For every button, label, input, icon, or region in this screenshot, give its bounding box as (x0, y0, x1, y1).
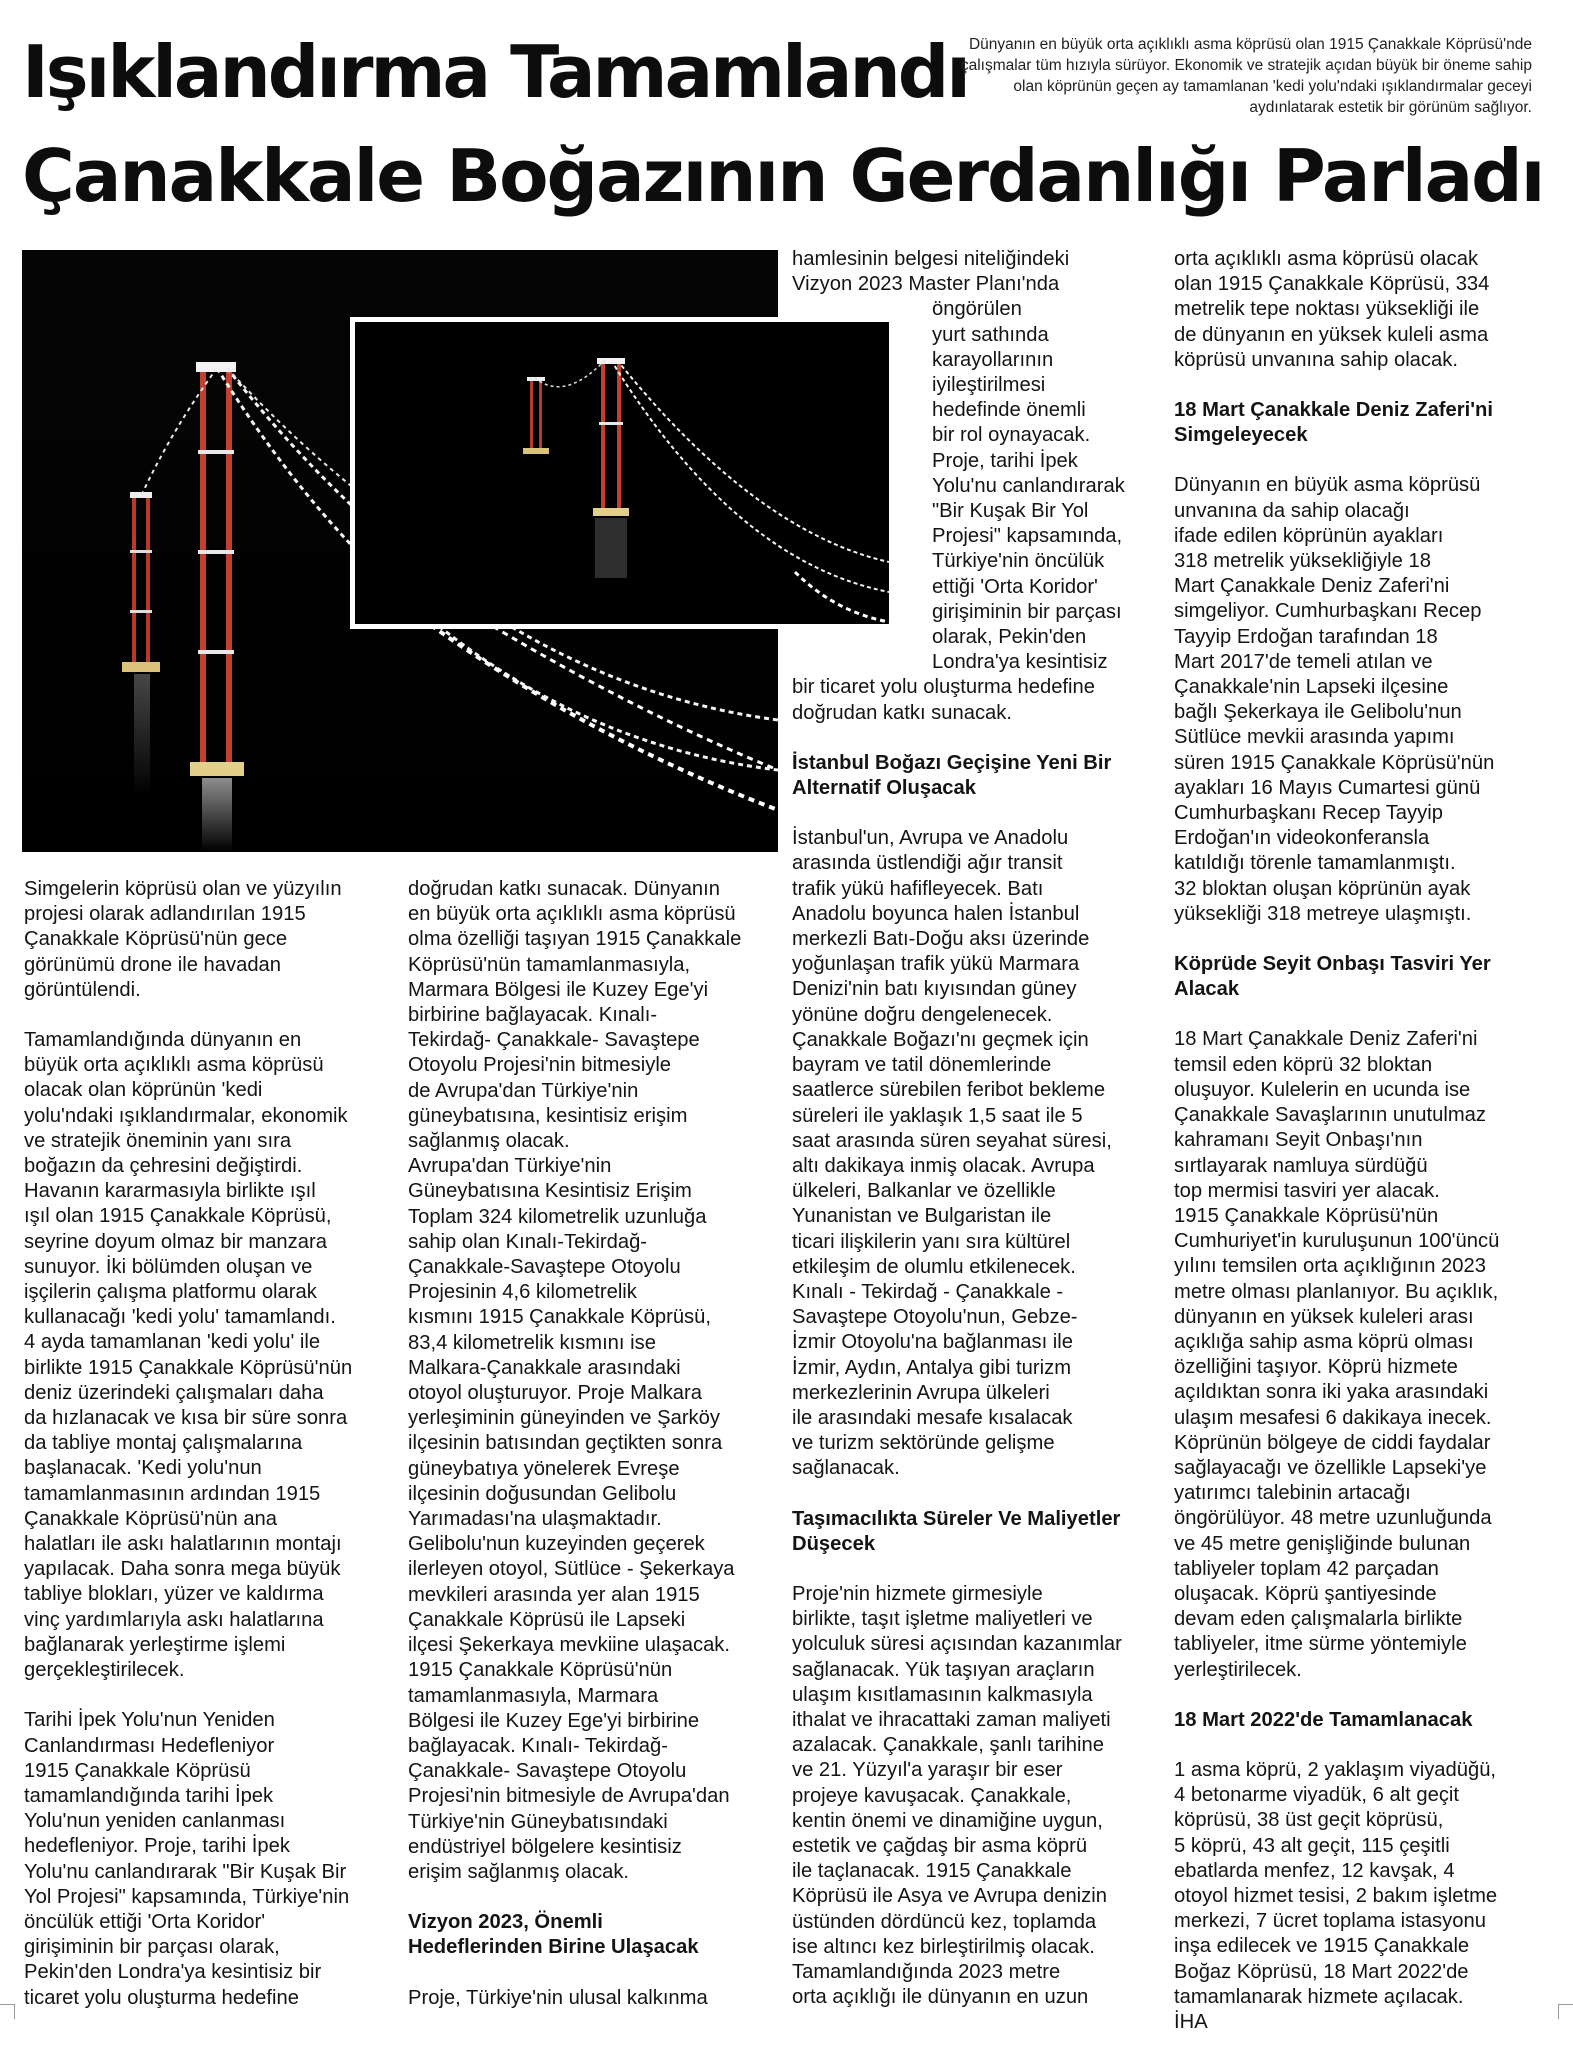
paragraph: Simgelerin köprüsü olan ve yüzyılın projesi olarak adlandırılan 1915 Çanakkale Köprüsü'nün gece görünümü drone ile havadan görüntülendi. (24, 878, 342, 1001)
headline-line-2: Çanakkale Boğazının Gerdanlığı Parladı (22, 134, 1544, 218)
paragraph: Proje, Türkiye'nin ulusal kalkınma (408, 1986, 708, 2009)
paragraph-wrapped-text: öngörülen yurt sathında karayollarının iyileştirilmesi hedefinde önemli bir rol oynayacak. Proje, tarihi İpek Yolu'nu canlandırarak "Bir Kuşak Bir Yol Projesi" kapsamında, Türkiye'nin öncülük ettiği 'Orta Koridor' girişiminin bir parçası olarak, Pekin'den Londra'ya kesintisiz (932, 298, 1125, 674)
paragraph: bir ticaret yolu oluşturma hedefine doğrudan katkı sunacak. (792, 676, 1095, 724)
article-column-1 (24, 877, 392, 2036)
section-heading: 18 Mart 2022'de Tamamlanacak (1174, 1708, 1473, 1731)
paragraph: Proje'nin hizmete girmesiyle birlikte, taşıt işletme maliyetleri ve yolculuk süresi açısından kazanımlar sağlanacak. Yük taşıyan araçların ulaşım kısıtlamasının kalkmasıyla ithalat ve ihracattaki zaman maliyeti azalacak. Çanakkale, şanlı tarihine ve 21. Yüzyıl'a yaraşır bir eser projeye kavuşacak. Çanakkale, kentin önemi ve dinamiğine uygun, estetik ve çağdaş bir asma köprü ile taçlanacak. 1915 Çanakkale Köprüsü ile Asya ve Avrupa denizin üstünden dördüncü kez, toplamda ise altıncı kez birleştirilmiş olacak. Tamamlandığında 2023 metre orta açıklığı ile dünyanın en uzun (792, 1582, 1122, 2009)
paragraph: 1 asma köprü, 2 yaklaşım viyadüğü, 4 betonarme viyadük, 6 alt geçit köprüsü, 38 üst geçit köprüsü, 5 köprü, 43 alt geçit, 115 çeşitli ebatlarda menfez, 12 kavşak, 4 otoyol hizmet tesisi, 2 bakım işletme merkezi, 7 ücret toplama istasyonu inşa edilecek ve 1915 Çanakkale Boğaz Köprüsü, 18 Mart 2022'de tamamlanarak hizmete açılacak. İHA (1174, 1758, 1498, 2033)
paragraph: 18 Mart Çanakkale Deniz Zaferi'ni temsil eden köprü 32 bloktan oluşuyor. Kulelerin en ucunda ise Çanakkale Savaşlarının unutulmaz kahramanı Seyit Onbaşı'nın sırtlayarak namluya sürdüğü top mermisi tasviri yer alacak. 1915 Çanakkale Köprüsü'nün Cumhuriyet'in kuruluşunun 100'üncü yılını temsilen orta açıklığının 2023 metre olması planlanıyor. Bu açıklık, dünyanın en yüksek kuleleri arası açıklığa sahip asma köprü olması özelliğini taşıyor. Köprü hizmete açıldıktan sonra iki yaka arasındaki ulaşım mesafesi 6 dakikaya inecek. Köprünün bölgeye de ciddi faydalar sağlayacağı ve özellikle Lapseki'ye yatırımcı talebinin artacağı öngörülüyor. 48 metre uzunluğunda ve 45 metre genişliğinde bulunan tabliyeler toplam 42 parçadan oluşacak. Köprü şantiyesinde devam eden çalışmalarla birlikte tabliyeler, itme sürme yöntemiyle yerleştirilecek. (1174, 1028, 1500, 1681)
article-column-4 (1174, 247, 1544, 2060)
paragraph: Dünyanın en büyük asma köprüsü unvanına da sahip olacağı ifade edilen köprünün ayakları 318 metrelik yüksekliğiyle 18 Mart Çanakkale Deniz Zaferi'ni simgeliyor. Cumhurbaşkanı Recep Tayyip Erdoğan tarafından 18 Mart 2017'de temeli atılan ve Çanakkale'nin Lapseki ilçesine bağlı Şekerkaya ile Gelibolu'nun Sütlüce mevkii arasında yapımı süren 1915 Çanakkale Köprüsü'nün ayakları 16 Mayıs Cumartesi günü Cumhurbaşkanı Recep Tayyip Erdoğan'ın videokonferansla katıldığı törenle tamamlanmıştı. 32 bloktan oluşan köprünün ayak yüksekliği 318 metreye ulaşmıştı. (1174, 474, 1495, 925)
paragraph: İstanbul'un, Avrupa ve Anadolu arasında üstlendiği ağır transit trafik yükü hafifleyecek. Batı Anadolu boyunca halen İstanbul merkezli Batı-Doğu aksı üzerinde yoğunlaşan trafik yükü Marmara Denizi'nin batı kıyısından güney yönüne doğru dengelenecek. Çanakkale Boğazı'nı geçmek için bayram ve tatil dönemlerinde saatlerce sürebilen feribot bekleme süreleri ile yaklaşık 1,5 saat ile 5 saat arasında süren seyahat süresi, altı dakikaya inmiş olacak. Avrupa ülkeleri, Balkanlar ve özellikle Yunanistan ve Bulgaristan ile ticari ilişkilerin yanı sıra kültürel etkileşim de olumlu etkilenecek. Kınalı - Tekirdağ - Çanakkale - Savaştepe Otoyolu'nun, Gebze- İzmir Otoyolu'na bağlanması ile İzmir, Aydın, Antalya gibi turizm merkezlerinin Avrupa ülkeleri ile arasındaki mesafe kısalacak ve turizm sektöründe gelişme sağlanacak. (792, 827, 1112, 1480)
crop-mark (1558, 2004, 1573, 2019)
section-heading: Vizyon 2023, Önemli Hedeflerinden Birine Ulaşacak (408, 1911, 699, 1959)
paragraph: hamlesinin belgesi niteliğindeki Vizyon 2023 Master Planı'nda (792, 248, 1070, 296)
lede-paragraph: Dünyanın en büyük orta açıklıklı asma köprüsü olan 1915 Çanakkale Köprüsü'nde çalışmalar tüm hızıyla sürüyor. Ekonomik ve stratejik açıdan büyük bir öneme sahip olan köprünün geçen ay tamamlanan 'kedi yolu'ndaki ışıklandırmalar geceyi aydınlatarak estetik bir görünüm sağlıyor. (960, 36, 1532, 116)
crop-mark (0, 2004, 15, 2019)
paragraph: Tarihi İpek Yolu'nun Yeniden Canlandırması Hedefleniyor 1915 Çanakkale Köprüsü tamamlandığında tarihi İpek Yolu'nun yeniden canlanması hedefleniyor. Proje, tarihi İpek Yolu'nu canlandırarak "Bir Kuşak Bir Yol Projesi" kapsamında, Türkiye'nin öncülük ettiği 'Orta Koridor' girişiminin bir parçası olarak, Pekin'den Londra'ya kesintisiz bir ticaret yolu oluşturma hedefine (24, 1709, 350, 2009)
paragraph: Tamamlandığında dünyanın en büyük orta açıklıklı asma köprüsü olacak olan köprünün 'kedi yolu'ndaki ışıklandırmalar, ekonomik ve stratejik öneminin yanı sıra boğazın da çehresini değiştirdi. Havanın kararmasıyla birlikte ışıl ışıl olan 1915 Çanakkale Köprüsü, seyrine doyum olmaz bir manzara sunuyor. İki bölümden oluşan ve işçilerin çalışma platformu olarak kullanacağı 'kedi yolu' tamamlandı. 4 ayda tamamlanan 'kedi yolu' ile birlikte 1915 Çanakkale Köprüsü'nün deniz üzerindeki çalışmaları daha da hızlanacak ve kısa bir süre sonra da tabliye montaj çalışmalarına başlanacak. 'Kedi yolu'nun tamamlanmasının ardından 1915 Çanakkale Köprüsü'nün ana halatları ile askı halatlarının montajı yapılacak. Daha sonra mega büyük tabliye blokları, yüzer ve kaldırma vinç yardımlarıyla askı halatlarına bağlanarak yerleştirme işlemi gerçekleştirilecek. (24, 1029, 353, 1682)
section-heading: İstanbul Boğazı Geçişine Yeni Bir Alternatif Oluşacak (792, 751, 1112, 800)
paragraph: doğrudan katkı sunacak. Dünyanın en büyük orta açıklıklı asma köprüsü olma özelliği taşıyan 1915 Çanakkale Köprüsü'nün tamamlanmasıyla, Marmara Bölgesi ile Kuzey Ege'yi birbirine bağlayacak. Kınalı- Tekirdağ- Çanakkale- Savaştepe Otoyolu Projesi'nin bitmesiyle de Avrupa'dan Türkiye'nin güneybatısına, kesintisiz erişim sağlanmış olacak. Avrupa'dan Türkiye'nin Güneybatısına Kesintisiz Erişim Toplam 324 kilometrelik uzunluğa sahip olan Kınalı-Tekirdağ- Çanakkale-Savaştepe Otoyolu Projesinin 4,6 kilometrelik kısmını 1915 Çanakkale Köprüsü, 83,4 kilometrelik kısmını ise Malkara-Çanakkale arasındaki otoyol oluşturuyor. Proje Malkara yerleşiminin güneyinden ve Şarköy ilçesinin batısından geçtikten sonra güneybatıya yönelerek Evreşe ilçesinin doğusundan Gelibolu Yarımadası'na ulaşmaktadır. Gelibolu'nun kuzeyinden geçerek ilerleyen otoyol, Sütlüce - Şekerkaya mevkileri arasında yer alan 1915 Çanakkale Köprüsü ile Lapseki ilçesi Şekerkaya mevkiine ulaşacak. 1915 Çanakkale Köprüsü'nün tamamlanmasıyla, Marmara Bölgesi ile Kuzey Ege'yi birbirine bağlayacak. Kınalı- Tekirdağ- Çanakkale- Savaştepe Otoyolu Projesi'nin bitmesiyle de Avrupa'dan Türkiye'nin Güneybatısındaki endüstriyel bölgelere kesintisiz erişim sağlanmış olacak. (408, 878, 742, 1883)
paragraph: orta açıklıklı asma köprüsü olacak olan 1915 Çanakkale Köprüsü, 334 metrelik tepe noktası yüksekliği ile de dünyanın en yüksek kuleli asma köprüsü unvanına sahip olacak. (1174, 248, 1490, 371)
article-column-2 (408, 877, 778, 2036)
article-column-3 (792, 247, 1164, 2035)
section-heading: 18 Mart Çanakkale Deniz Zaferi'ni Simgeleyecek (1174, 399, 1493, 447)
section-heading: Köprüde Seyit Onbaşı Tasviri Yer Alacak (1174, 953, 1491, 1001)
headline-line-1: Işıklandırma Tamamlandı (22, 30, 968, 114)
section-heading: Taşımacılıkta Süreler Ve Maliyetler Düşecek (792, 1507, 1121, 1555)
